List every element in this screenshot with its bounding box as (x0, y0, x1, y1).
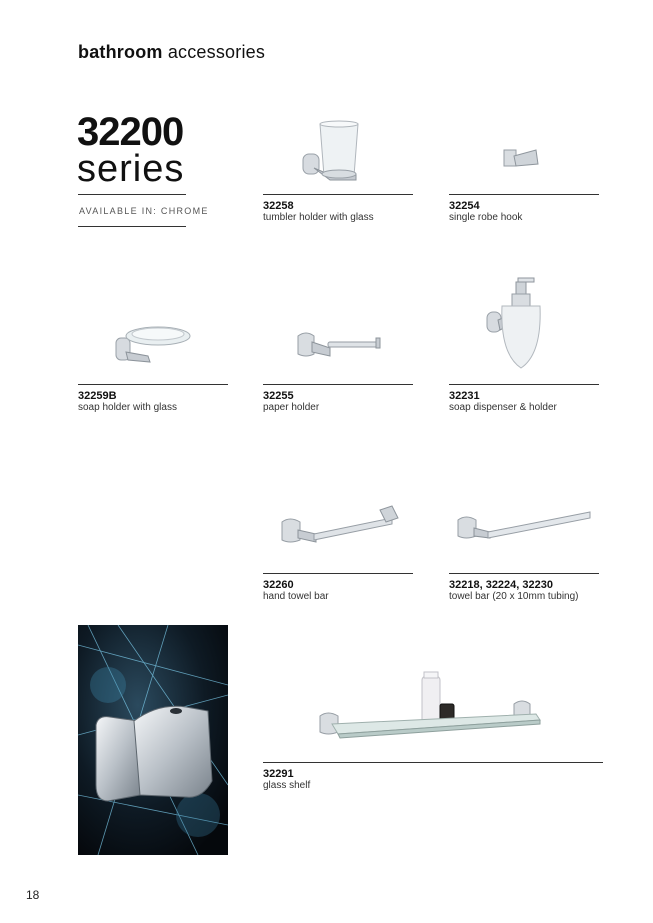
divider (78, 384, 228, 385)
series-number: 32200 (77, 110, 184, 154)
soap-dispenser-image (484, 274, 546, 372)
product-name: hand towel bar (263, 591, 329, 602)
series-divider-top (78, 194, 186, 195)
towel-bar-image (456, 508, 594, 542)
tumbler-holder-image (300, 118, 370, 188)
divider (263, 762, 603, 763)
product-lifestyle-photo (78, 625, 228, 855)
product-name: single robe hook (449, 212, 523, 223)
product-code: 32254 (449, 200, 480, 212)
product-code: 32218, 32224, 32230 (449, 579, 553, 591)
product-code: 32291 (263, 768, 294, 780)
divider (449, 384, 599, 385)
divider (263, 384, 413, 385)
product-name: paper holder (263, 402, 320, 413)
series-divider-bottom (78, 226, 186, 227)
product-name: glass shelf (263, 780, 311, 791)
section-title (78, 42, 265, 63)
page-number: 18 (26, 888, 40, 902)
series-label: series (77, 148, 185, 190)
product-code: 32231 (449, 390, 480, 402)
divider (263, 194, 413, 195)
divider (263, 573, 413, 574)
robe-hook-image (502, 146, 542, 170)
product-name: soap dispenser & holder (449, 402, 557, 413)
divider (449, 573, 599, 574)
section-title-bold: bathroom (78, 42, 163, 62)
product-code: 32255 (263, 390, 294, 402)
product-name: tumbler holder with glass (263, 212, 374, 223)
product-name: soap holder with glass (78, 402, 177, 413)
paper-holder-image (296, 328, 384, 360)
product-code: 32260 (263, 579, 294, 591)
divider (449, 194, 599, 195)
soap-holder-image (114, 322, 192, 366)
section-title-light: accessories (167, 42, 266, 62)
photo-illustration (78, 625, 228, 855)
product-code: 32258 (263, 200, 294, 212)
availability-note: AVAILABLE IN: CHROME (79, 206, 209, 216)
glass-shelf-image (318, 672, 544, 742)
product-code: 32259B (78, 390, 117, 402)
product-name: towel bar (20 x 10mm tubing) (449, 591, 579, 602)
hand-towel-bar-image (280, 500, 402, 546)
